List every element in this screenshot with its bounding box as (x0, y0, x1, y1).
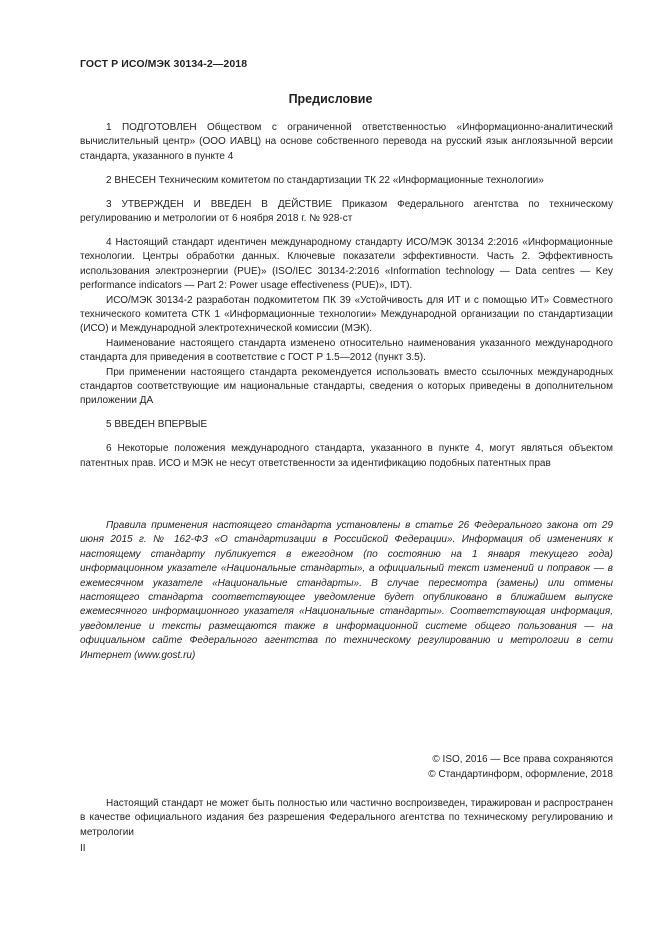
page-title: Предисловие (288, 92, 373, 106)
paragraph-4-references: При применении настоящего стандарта рекомендуется использовать вместо ссылочных международных стандартов соответствующие им национальные стандарты, сведения о которых приведены в дополнительном приложении ДА (80, 366, 613, 407)
page-number: II (80, 843, 86, 854)
paragraph-4-title-change: Наименование настоящего стандарта изменено относительно наименования указанного международного стандарта для приведения в соответствие с ГОСТ Р 1.5—2012 (пункт 3.5). (80, 337, 613, 364)
paragraph-5-first-introduced: 5 ВВЕДЕН ВПЕРВЫЕ (106, 419, 208, 431)
copyright-iso: © ISO, 2016 — Все права сохраняются (432, 754, 613, 765)
paragraph-4-developer: ИСО/МЭК 30134-2 разработан подкомитетом ПК 39 «Устойчивость для ИТ и с помощью ИТ» Совместного технического комитета СТК 1 «Информационные технологии» Международной организации по стандартизации (ИСО) и Международной электротехнической комиссии (МЭК). (80, 294, 613, 335)
reproduction-notice (80, 797, 613, 840)
reproduction-notice-text: Настоящий стандарт не может быть полностью или частично воспроизведен, тиражирован и распространен в качестве официального издания без разрешения Федерального агентства по техническому регулированию и метрологии (80, 798, 613, 838)
application-rules-note (80, 519, 613, 663)
paragraph-6-patents: 6 Некоторые положения международного стандарта, указанного в пункте 4, могут являться объектом патентных прав. ИСО и МЭК не несут ответственности за идентификацию подобных патентных прав (80, 443, 613, 469)
copyright-standartinform: © Стандартинформ, оформление, 2018 (428, 769, 613, 780)
paragraph-4-identical: 4 Настоящий стандарт идентичен международному стандарту ИСО/МЭК 30134 2:2016 «Информационные технологии. Центры обработки данных. Ключевые показатели эффективности. Часть 2. Эффективность использования электроэнергии (PUE)» (ISO/IEC 30134-2:2016 «Information technology — Data centres — Key performance indicators — Part 2: Power usage effectiveness (PUE)», IDT). (80, 236, 613, 292)
standard-code-header: ГОСТ Р ИСО/МЭК 30134-2—2018 (80, 58, 248, 70)
foreword-body (80, 121, 613, 471)
paragraph-3-approved: 3 УТВЕРЖДЕН И ВВЕДЕН В ДЕЙСТВИЕ Приказом Федерального агентства по техническому регулированию и метрологии от 6 ноября 2018 г. № 928-ст (80, 198, 613, 225)
paragraph-1-prepared: 1 ПОДГОТОВЛЕН Обществом с ограниченной ответственностью «Информационно-аналитический вычислительный центр» (ООО ИАВЦ) на основе собственного перевода на русский язык англоязычной версии стандарта, указанного в пункте 4 (80, 122, 613, 162)
application-rules-text: Правила применения настоящего стандарта установлены в статье 26 Федерального закона от 29 июня 2015 г. № 162-ФЗ «О стандартизации в Российской Федерации». Информация об изменениях к настоящему стандарту публикуется в ежегодном (по состоянию на 1 января текущего года) информационном указателе «Национальные стандарты», а официальный текст изменений и поправок — в ежемесячном указателе «Национальные стандарты». В случае пересмотра (замены) или отмены настоящего стандарта соответствующее уведомление будет опубликовано в ближайшем выпуске ежемесячного информационного указателя «Национальные стандарты». Соответствующая информация, уведомление и тексты размещаются также в информационной системе общего пользования — на официальном сайте Федерального агентства по техническому регулированию и метрологии в сети Интернет (www.gost.ru) (80, 520, 613, 661)
paragraph-2-introduced: 2 ВНЕСЕН Техническим комитетом по стандартизации ТК 22 «Информационные технологии» (106, 174, 544, 186)
